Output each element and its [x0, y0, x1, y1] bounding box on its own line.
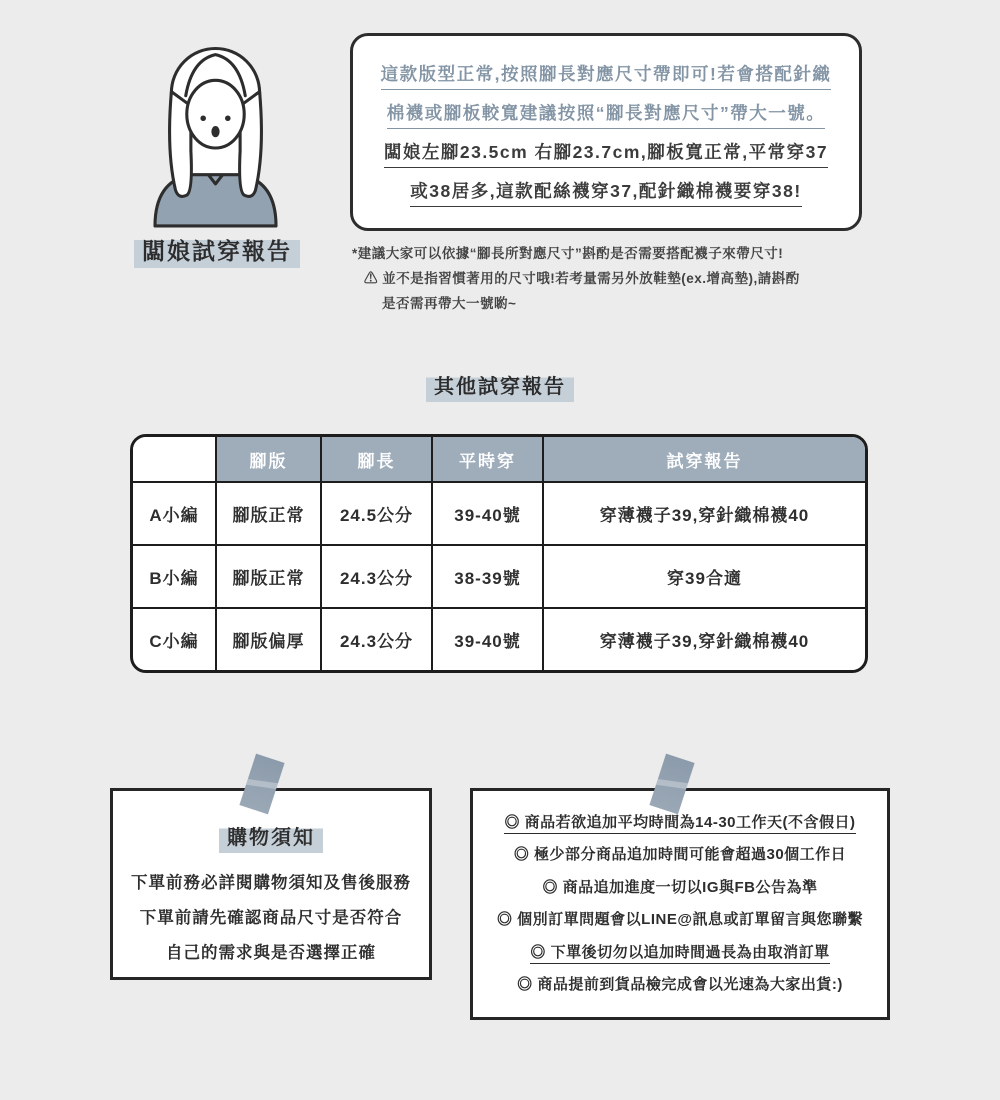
bubble-line: 這款版型正常,按照腳長對應尺寸帶即可!若會搭配針織	[381, 61, 832, 86]
bubble-line: 棉襪或腳板較寬建議按照“腳長對應尺寸”帶大一號。	[387, 100, 826, 125]
size-advice-notes	[352, 241, 892, 316]
shopping-notice-box	[110, 788, 432, 980]
policy-line: ◎ 下單後切勿以追加時間過長為由取消訂單	[473, 937, 887, 970]
policy-line: ◎ 個別訂單問題會以LINE@訊息或訂單留言與您聯繫	[497, 911, 863, 928]
table-header-tryon-report: 試穿報告	[543, 437, 865, 482]
cell-foot-length: 24.3公分	[321, 545, 432, 608]
note-line: ⚠ 並不是指習慣著用的尺寸哦!若考量需另外放鞋墊(ex.增高墊),請斟酌	[364, 271, 800, 286]
cell-foot-length: 24.5公分	[321, 482, 432, 545]
table-header-foot-length: 腳長	[321, 437, 432, 482]
note-line: *建議大家可以依據“腳長所對應尺寸”斟酌是否需要搭配襪子來帶尺寸!	[352, 246, 784, 261]
policy-line: ◎ 商品提前到貨品檢完成會以光速為大家出貨:)	[517, 976, 843, 993]
avatar	[138, 28, 293, 228]
shopping-notice-lines	[113, 866, 429, 971]
note-line: 是否需再帶大一號喲~	[382, 296, 517, 311]
policy-line: ◎ 極少部分商品追加時間可能會超過30個工作日	[513, 846, 847, 863]
table-row	[133, 608, 865, 670]
shopping-notice-title	[113, 821, 429, 850]
hero-label	[112, 233, 322, 266]
cell-foot-length: 24.3公分	[321, 608, 432, 670]
cell-usual-size: 39-40號	[432, 482, 543, 545]
table-row	[133, 482, 865, 545]
table-header-empty	[133, 437, 216, 482]
cell-editor: A小編	[133, 482, 216, 545]
cell-usual-size: 38-39號	[432, 545, 543, 608]
policy-line: ◎ 商品追加進度一切以IG與FB公告為準	[542, 878, 818, 896]
table-header-row	[133, 437, 865, 482]
bubble-line: 或38居多,這款配絲襪穿37,配針織棉襪要穿38!	[410, 178, 801, 203]
notice-line: 下單前請先確認商品尺寸是否符合	[139, 909, 403, 927]
speech-bubble	[350, 33, 862, 231]
table-header-foot-shape: 腳版	[216, 437, 321, 482]
section-title-text: 其他試穿報告	[426, 374, 574, 402]
section-title	[0, 370, 1000, 399]
table-row	[133, 545, 865, 608]
cell-editor: C小編	[133, 608, 216, 670]
cell-usual-size: 39-40號	[432, 608, 543, 670]
cell-tryon-report: 穿39合適	[543, 545, 865, 608]
cell-foot-shape: 腳版正常	[216, 545, 321, 608]
woman-avatar-icon	[138, 28, 293, 228]
cell-tryon-report: 穿薄襪子39,穿針織棉襪40	[543, 482, 865, 545]
cell-foot-shape: 腳版偏厚	[216, 608, 321, 670]
policy-line: ◎ 商品若欲追加平均時間為14-30工作天(不含假日)	[473, 807, 887, 840]
hero-label-text: 闆娘試穿報告	[134, 236, 300, 268]
notice-line: 下單前務必詳閱購物須知及售後服務	[131, 874, 411, 892]
cell-tryon-report: 穿薄襪子39,穿針織棉襪40	[543, 608, 865, 670]
tryon-report-table	[130, 434, 868, 673]
cell-foot-shape: 腳版正常	[216, 482, 321, 545]
table-header-usual-size: 平時穿	[432, 437, 543, 482]
notice-line: 自己的需求與是否選擇正確	[166, 944, 376, 962]
cell-editor: B小編	[133, 545, 216, 608]
order-policy-box	[470, 788, 890, 1020]
shopping-notice-title-text: 購物須知	[219, 825, 323, 853]
bubble-line: 闆娘左腳23.5cm 右腳23.7cm,腳板寬正常,平常穿37	[384, 139, 828, 164]
